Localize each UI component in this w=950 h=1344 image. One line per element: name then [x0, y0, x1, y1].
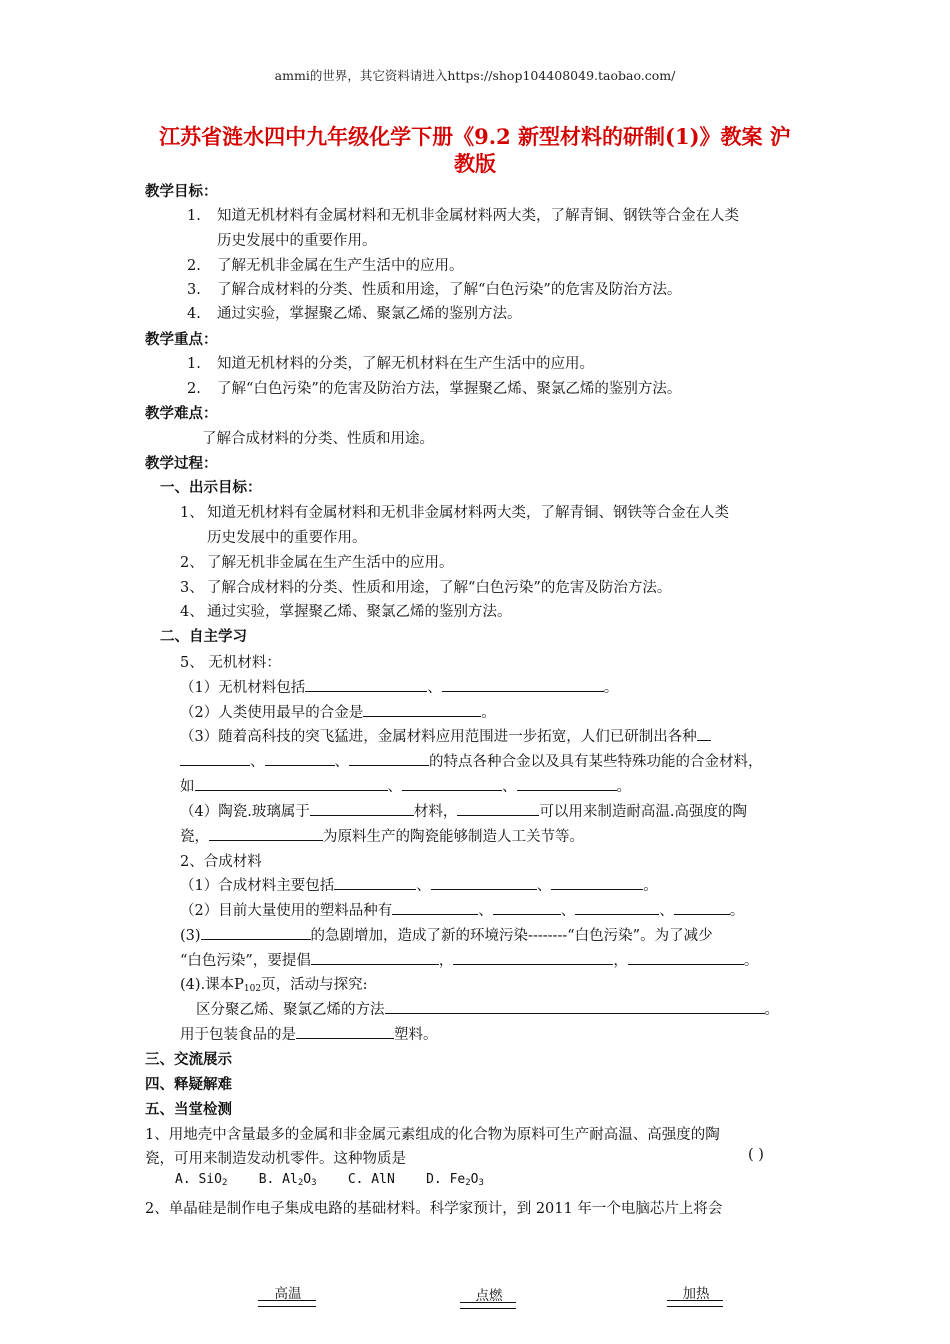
target-item: 1、 知道无机材料有金属材料和无机非金属材料两大类，了解青铜、钢铁等合金在人类 — [180, 505, 729, 521]
double-arrow-line — [667, 1300, 723, 1307]
synthetic-q1: （1）合成材料主要包括 、 、 。 — [180, 878, 658, 894]
goals-heading: 教学目标： — [145, 183, 218, 200]
synthetic-q4-food: 用于包装食品的是 塑料。 — [180, 1027, 438, 1043]
quiz-q1-cont: 瓷，可用来制造发动机零件。这种物质是 — [145, 1151, 406, 1167]
option-a: A. SiO$_2$ — [175, 1172, 228, 1188]
inorganic-heading: 5、 无机材料： — [180, 655, 281, 671]
answer-paren: ( ) — [748, 1147, 764, 1163]
option-b: B. $Al_2O_3$ — [258, 1172, 317, 1188]
condition-heat: 加热 — [682, 1286, 710, 1302]
difficulty-heading: 教学难点： — [145, 405, 218, 422]
keypoints-heading: 教学重点： — [145, 331, 218, 348]
keypoint-item: 2. 了解“白色污染”的危害及防治方法，掌握聚乙烯、聚氯乙烯的鉴别方法。 — [187, 381, 682, 397]
quiz-q1-options — [175, 1172, 484, 1188]
condition-high-temp: 高温 — [274, 1286, 302, 1302]
section-2-heading: 二、自主学习 — [160, 628, 247, 645]
option-d: D. $Fe_2O_3$ — [426, 1172, 484, 1188]
inorganic-q3: （3）随着高科技的突飞猛进，金属材料应用范围进一步拓宽，人们已研制出各种 — [180, 725, 711, 746]
double-arrow-line — [460, 1302, 516, 1309]
target-item: 2、 了解无机非金属在生产生活中的应用。 — [180, 555, 454, 571]
goal-item: 1. 知道无机材料有金属材料和无机非金属材料两大类，了解青铜、钢铁等合金在人类 — [187, 208, 739, 224]
inorganic-q1: （1）无机材料包括 、 。 — [180, 680, 619, 696]
inorganic-q2: （2）人类使用最早的合金是 。 — [180, 705, 496, 721]
page-header: ammi的世界，其它资料请进入https://shop104408049.taobao.com/ — [274, 68, 676, 83]
target-item: 4、 通过实验，掌握聚乙烯、聚氯乙烯的鉴别方法。 — [180, 604, 512, 620]
page-title-cont: 教版 — [454, 151, 496, 176]
section-1-heading: 一、出示目标： — [160, 479, 262, 496]
page-title: 江苏省涟水四中九年级化学下册《9.2 新型材料的研制(1)》教案 沪 — [159, 124, 791, 149]
synthetic-q2: （2）目前大量使用的塑料品种有 、 、 、 。 — [180, 903, 745, 919]
section-3-heading: 三、交流展示 — [145, 1051, 232, 1068]
section-5-heading: 五、当堂检测 — [145, 1101, 232, 1118]
option-c: C. AlN — [347, 1172, 395, 1187]
synthetic-heading: 2、合成材料 — [180, 854, 262, 870]
quiz-q2: 2、单晶硅是制作电子集成电路的基础材料。科学家预计，到 2011 年一个电脑芯片上将会 — [145, 1201, 723, 1217]
synthetic-q3-cont: “白色污染”，要提倡 ， ， 。 — [180, 953, 759, 969]
synthetic-q3: (3) 的急剧增加，造成了新的环境污染--------“白色污染”。为了减少 — [180, 928, 713, 944]
inorganic-q4: （4）陶瓷.玻璃属于 材料， 可以用来制造耐高温.高强度的陶 — [180, 804, 747, 820]
inorganic-q3-example: 如 、 、 。 — [180, 779, 631, 795]
difficulty-text: 了解合成材料的分类、性质和用途。 — [202, 431, 434, 447]
process-heading: 教学过程： — [145, 455, 218, 472]
section-4-heading: 四、释疑解难 — [145, 1076, 232, 1093]
goal-item: 2. 了解无机非金属在生产生活中的应用。 — [187, 258, 464, 274]
synthetic-q4-method: 区分聚乙烯、聚氯乙烯的方法 。 — [196, 1002, 779, 1018]
target-item-cont: 历史发展中的重要作用。 — [207, 530, 367, 546]
double-arrow-line — [258, 1300, 316, 1307]
target-item: 3、 了解合成材料的分类、性质和用途，了解“白色污染”的危害及防治方法。 — [180, 580, 672, 596]
condition-ignite: 点燃 — [475, 1288, 503, 1304]
goal-item: 4. 通过实验，掌握聚乙烯、聚氯乙烯的鉴别方法。 — [187, 306, 522, 322]
inorganic-q3-blanks: 、 、 的特点各种合金以及具有某些特殊功能的合金材料， — [180, 750, 763, 771]
synthetic-q4: (4).课本$P_{102}$页，活动与探究: — [180, 977, 368, 994]
inorganic-q4-cont: 瓷， 为原料生产的陶瓷能够制造人工关节等。 — [180, 829, 584, 845]
goal-item-cont: 历史发展中的重要作用。 — [217, 233, 377, 249]
goal-item: 3. 了解合成材料的分类、性质和用途，了解“白色污染”的危害及防治方法。 — [187, 282, 682, 298]
keypoint-item: 1. 知道无机材料的分类，了解无机材料在生产生活中的应用。 — [187, 356, 594, 372]
quiz-q1: 1、用地壳中含量最多的金属和非金属元素组成的化合物为原料可生产耐高温、高强度的陶 — [145, 1127, 720, 1143]
